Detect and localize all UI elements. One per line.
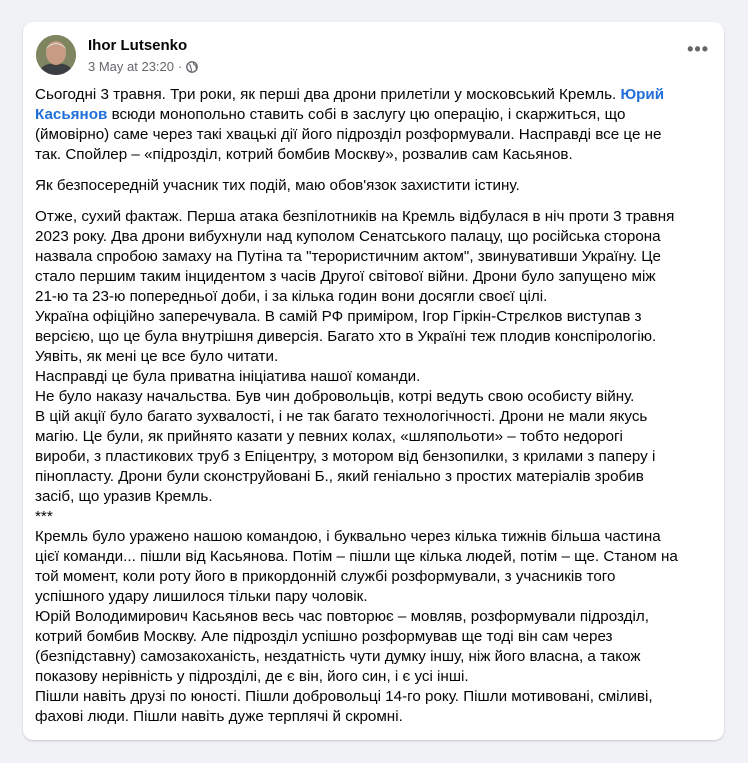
post-text-line <box>35 105 708 125</box>
post-text-line <box>35 707 708 727</box>
post-text: Пішли навіть друзі по юності. Пішли добровольці 14-го року. Пішли мотивовані, сміливі, <box>35 688 653 705</box>
post-text-line <box>35 387 708 407</box>
post-text: цієї команди... пішли від Касьянова. Потім – пішли ще кілька людей, потім – ще. Станом на <box>35 548 678 565</box>
post-text: показову нерівність у підрозділі, де є він, його син, і є усі інші. <box>35 668 469 685</box>
post-text-line <box>35 687 708 707</box>
post-text-line <box>35 447 708 467</box>
post-text: Сьогодні 3 травня. Три роки, як перші два дрони прилетіли у московський Кремль. <box>35 86 621 103</box>
post-paragraph <box>35 85 708 165</box>
avatar[interactable] <box>36 35 76 75</box>
post-text-line <box>35 125 708 145</box>
post-text: Отже, сухий фактаж. Перша атака безпілотників на Кремль відбулася в ніч проти 3 травня <box>35 208 675 225</box>
post-text-line <box>35 307 708 327</box>
post-text-line <box>35 507 708 527</box>
post-text: *** <box>35 508 53 525</box>
post-text-line <box>35 347 708 367</box>
post-text-line <box>35 647 708 667</box>
post-text-line <box>35 527 708 547</box>
post-text: назвала спробою замаху на Путіна та "терористичним актом", звинувативши Україну. Це <box>35 248 661 265</box>
post-text: Уявіть, як мені це все було читати. <box>35 348 279 365</box>
post-text: 21-ю та 23-ю попередньої доби, і за кілька годин вони досягли своєї цілі. <box>35 288 548 305</box>
post-text-line <box>35 627 708 647</box>
post-text: засіб, що уразив Кремль. <box>35 488 213 505</box>
post-text-line <box>35 667 708 687</box>
post-text: так. Спойлер – «підрозділ, котрий бомбив Москву», розвалив сам Касьянов. <box>35 146 573 163</box>
post-header <box>36 35 711 79</box>
post-text-line <box>35 287 708 307</box>
post-text: Як безпосередній учасник тих подій, маю обов'язок захистити істину. <box>35 177 520 194</box>
post-text: стало першим таким інцидентом з часів Другої світової війни. Дрони було запущено між <box>35 268 656 285</box>
post-paragraph <box>35 207 708 727</box>
mention-link[interactable]: Касьянов <box>35 106 108 123</box>
post-text-line <box>35 267 708 287</box>
post-text: пінопласту. Дрони були сконструйовані Б., який геніально з простих матеріалів зробив <box>35 468 644 485</box>
post-text-line <box>35 407 708 427</box>
meta-separator: · <box>178 59 183 74</box>
mention-link[interactable]: Юрий <box>620 86 665 103</box>
post-text-line <box>35 176 708 196</box>
post-paragraph <box>35 176 708 196</box>
post-text: (ймовірно) саме через такі хвацькі дії його підрозділ розформували. Насправді все це не <box>35 126 662 143</box>
post-text: Кремль було уражено нашою командою, і буквально через кілька тижнів більша частина <box>35 528 661 545</box>
post-timestamp[interactable]: 3 May at 23:20 <box>88 59 174 74</box>
post-text: версією, що це була внутрішня диверсія. Багато хто в Україні теж плодив конспірологію. <box>35 328 657 345</box>
post-text-line <box>35 207 708 227</box>
post-text-line <box>35 487 708 507</box>
post-text-line <box>35 85 708 105</box>
post-text: фахові люди. Пішли навіть дуже терплячі й скромні. <box>35 708 403 725</box>
post-text-line <box>35 567 708 587</box>
post-text: Юрій Володимирович Касьянов весь час повторює – мовляв, розформували підрозділ, <box>35 608 649 625</box>
post-body <box>35 85 708 738</box>
post-text-line <box>35 145 708 165</box>
post-text-line <box>35 547 708 567</box>
post-text-line <box>35 427 708 447</box>
post-text-line <box>35 227 708 247</box>
globe-icon <box>186 61 198 73</box>
post-text: котрий бомбив Москву. Але підрозділ успішно розформував ще тоді він сам через <box>35 628 613 645</box>
post-text: Україна офіційно заперечувала. В самій РФ приміром, Ігор Гіркін-Стрєлков виступав з <box>35 308 642 325</box>
author-name[interactable]: Ihor Lutsenko <box>88 37 188 54</box>
post-text-line <box>35 467 708 487</box>
facebook-post-card <box>23 22 724 740</box>
post-text: Не було наказу начальства. Був чин добровольців, котрі ведуть свою особисту війну. <box>35 388 635 405</box>
post-text-line <box>35 367 708 387</box>
post-text: успішного удару лишилося тільки пару чоловік. <box>35 588 368 605</box>
post-meta <box>88 59 198 74</box>
more-options-button[interactable]: ••• <box>687 39 709 59</box>
post-text-line <box>35 247 708 267</box>
post-text: той момент, коли роту його в прикордонній службі розформували, з учасників того <box>35 568 616 585</box>
post-text: (безпідставну) самозакоханість, нездатність чути думку іншу, ніж його власна, а також <box>35 648 641 665</box>
post-text: 2023 року. Два дрони вибухнули над куполом Сенатського палацу, що російська сторона <box>35 228 661 245</box>
post-text: В цій акції було багато зухвалості, і не так багато технологічності. Дрони не мали якусь <box>35 408 648 425</box>
post-text: вироби, з пластикових труб з Епіцентру, з мотором від бензопилки, з крилами з паперу і <box>35 448 656 465</box>
post-text-line <box>35 587 708 607</box>
post-text-line <box>35 607 708 627</box>
post-text-line <box>35 327 708 347</box>
post-text: всюди монопольно ставить собі в заслугу цю операцію, і скаржиться, що <box>107 106 626 123</box>
post-text: Насправді це була приватна ініціатива нашої команди. <box>35 368 421 385</box>
post-text: магію. Це були, як прийнято казати у певних колах, «шляпольоти» – тобто недорогі <box>35 428 623 445</box>
